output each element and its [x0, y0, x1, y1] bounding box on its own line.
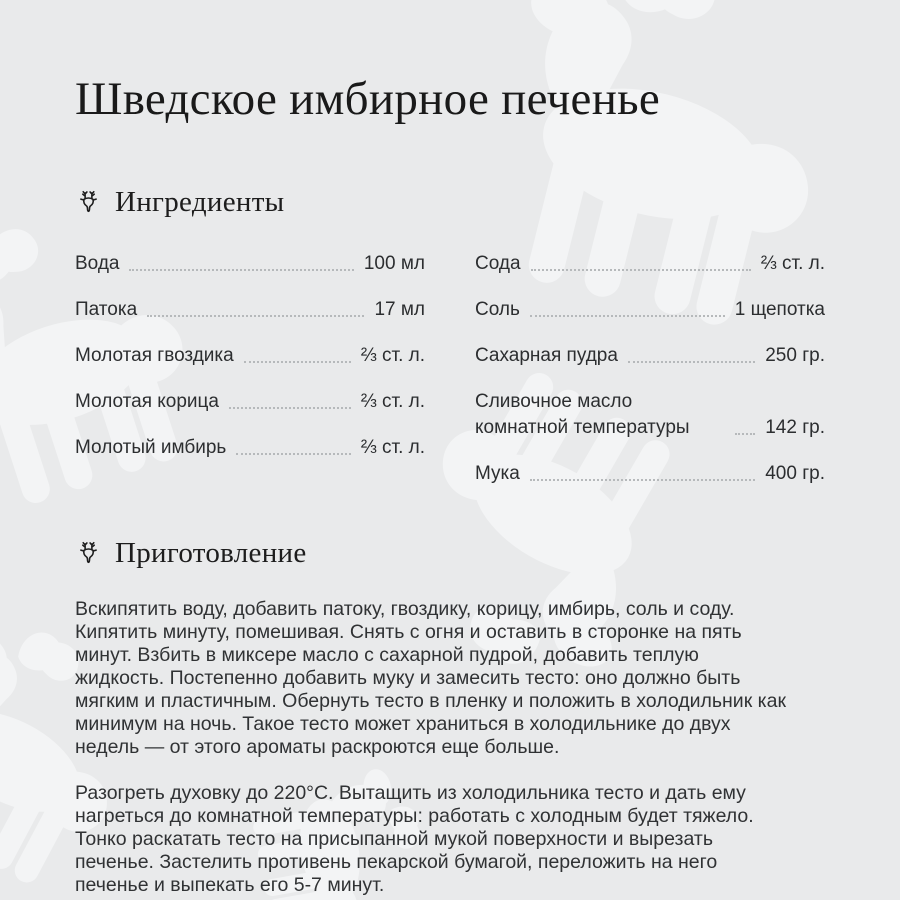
- ingredients-grid: [75, 251, 825, 487]
- preparation-section-title: Приготовление: [115, 536, 307, 569]
- ingredient-row: [475, 461, 825, 487]
- leader-line: [628, 361, 755, 363]
- deer-head-icon: [75, 189, 102, 216]
- ingredient-name: Молотая гвоздика: [75, 344, 234, 366]
- ingredient-name: Патока: [75, 298, 138, 320]
- page-title: Шведское имбирное печенье: [75, 73, 661, 125]
- ingredient-name: Сливочное масло комнатной температуры: [475, 390, 690, 438]
- ingredient-row: [475, 251, 825, 277]
- ingredients-section-title: Ингредиенты: [115, 185, 285, 218]
- ingredient-amount: 100 мл: [363, 252, 425, 274]
- ingredient-amount: 400 гр.: [765, 462, 825, 484]
- ingredient-amount: ⅔ ст. л.: [360, 390, 425, 412]
- leader-line: [129, 269, 353, 271]
- ingredients-column-left: [75, 251, 425, 461]
- preparation-section-header: [75, 537, 825, 570]
- ingredient-row: [75, 435, 425, 461]
- ingredient-amount: ⅔ ст. л.: [360, 436, 425, 458]
- leader-line: [531, 269, 751, 271]
- leader-line: [244, 361, 351, 363]
- ingredient-name: Молотый имбирь: [75, 436, 227, 458]
- ingredient-row: [75, 251, 425, 277]
- ingredient-row: [475, 343, 825, 369]
- leader-line: [735, 433, 755, 435]
- leader-line: [530, 315, 725, 317]
- ingredients-column-right: [475, 251, 825, 487]
- leader-line: [229, 407, 351, 409]
- ingredient-amount: ⅔ ст. л.: [360, 344, 425, 366]
- leader-line: [530, 479, 755, 481]
- ingredient-name: Молотая корица: [75, 390, 219, 412]
- ingredient-amount: 17 мл: [374, 298, 425, 320]
- ingredient-name: Мука: [475, 462, 520, 484]
- ingredient-row: [75, 343, 425, 369]
- preparation-paragraph: Разогреть духовку до 220°С. Вытащить из холодильника тесто и дать ему нагреться до комнатной температуры: работать с холодным будет тяжело. Тонко раскатать тесто на присыпанной мукой поверхности и вырезать печенье. Застелить противень пекарской бумагой, переложить на него печенье и выпекать его 5-7 минут.: [75, 781, 754, 896]
- ingredient-amount: 1 щепотка: [734, 298, 825, 320]
- ingredient-amount: 250 гр.: [765, 344, 825, 366]
- preparation-text: [75, 598, 787, 897]
- ingredient-name: Соль: [475, 298, 520, 320]
- ingredient-row: [75, 389, 425, 415]
- preparation-paragraph: Вскипятить воду, добавить патоку, гвоздику, корицу, имбирь, соль и соду. Кипятить минуту, помешивая. Снять с огня и оставить в сторонке на пять минут. Взбить в миксере масло с сахарной пудрой, добавить теплую жидкость. Постепенно добавить муку и замесить тесто: оно должно быть мягким и пластичным. Обернуть тесто в пленку и положить в холодильник как минимум на ночь. Такое тесто может храниться в холодильнике до двух недель — от этого ароматы раскроются еще больше.: [75, 597, 786, 758]
- leader-line: [147, 315, 364, 317]
- ingredient-name: Сода: [475, 252, 521, 274]
- ingredient-row: [475, 297, 825, 323]
- ingredient-row: [75, 297, 425, 323]
- ingredient-amount: ⅔ ст. л.: [760, 252, 825, 274]
- ingredient-name: Сахарная пудра: [475, 344, 618, 366]
- ingredients-section-header: [75, 186, 825, 219]
- ingredient-amount: 142 гр.: [765, 416, 825, 438]
- deer-head-icon: [75, 540, 102, 567]
- ingredient-name: Вода: [75, 252, 120, 274]
- leader-line: [236, 453, 351, 455]
- ingredient-row: [475, 389, 825, 441]
